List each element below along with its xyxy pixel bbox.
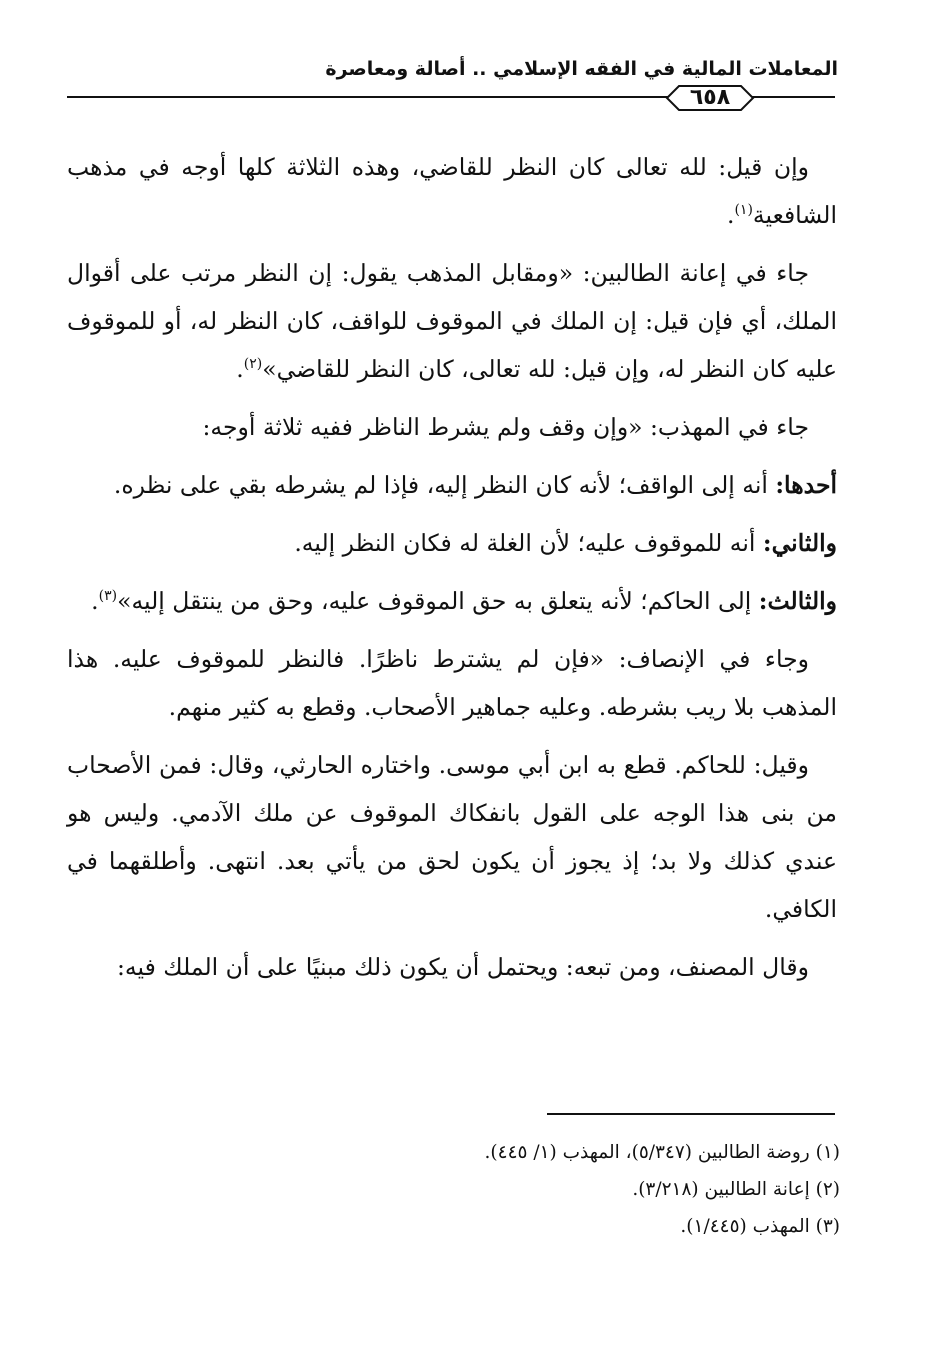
- page-number: [664, 83, 756, 113]
- paragraph-lead: والثاني:: [762, 529, 837, 557]
- paragraph-lead: والثالث:: [758, 587, 837, 615]
- footnote: (١) روضة الطالبين (٥/٣٤٧)، المهذب (١/ ٤٤٥).: [484, 1142, 840, 1163]
- main-text: [67, 143, 837, 1001]
- footnote-separator: [547, 1113, 835, 1115]
- paragraph: وقال المصنف، ومن تبعه: ويحتمل أن يكون ذلك مبنيًا على أن الملك فيه:: [117, 953, 809, 981]
- paragraph: والثاني: أنه للموقوف عليه؛ لأن الغلة له فكان النظر إليه.: [294, 529, 837, 557]
- paragraph: وجاء في الإنصاف: «فإن لم يشترط ناظرًا. فالنظر للموقوف عليه. هذا المذهب بلا ريب بشرطه. وعليه جماهير الأصحاب. وقطع به كثير منهم.: [67, 645, 837, 721]
- footnote: (٣) المهذب (١/٤٤٥).: [680, 1216, 840, 1237]
- page-number-value: ٦٥٨: [689, 85, 731, 110]
- running-header: المعاملات المالية في الفقه الإسلامي .. أصالة ومعاصرة: [325, 58, 838, 80]
- footnote-ref: (٢): [243, 356, 263, 373]
- footnote-ref: (١): [734, 202, 753, 219]
- footnotes: [80, 1134, 840, 1245]
- header-rule: [749, 96, 835, 98]
- paragraph: وقيل: للحاكم. قطع به ابن أبي موسى. واختاره الحارثي، وقال: فمن الأصحاب من بنى هذا الوجه على القول بانفكاك الموقوف عن ملك الآدمي. وليس هو عندي كذلك ولا بد؛ إذ يجوز أن يكون لحق من يأتي بعد. انتهى. وأطلقهما في الكافي.: [67, 751, 837, 923]
- paragraph: جاء في المهذب: «وإن وقف ولم يشرط الناظر ففيه ثلاثة أوجه:: [202, 413, 809, 441]
- footnote-ref: (٣): [98, 588, 118, 605]
- paragraph-lead: أحدها:: [775, 471, 837, 499]
- footnote: (٢) إعانة الطالبين (٣/٢١٨).: [632, 1179, 840, 1200]
- paragraph: جاء في إعانة الطالبين: «ومقابل المذهب يقول: إن النظر مرتب على أقوال الملك، أي فإن قيل: إن الملك في الموقوف للواقف، كان النظر له، أو للموقوف عليه كان النظر له، وإن قيل: لله تعالى، كان النظر للقاضي»$^{(٢)}$.: [67, 259, 837, 383]
- paragraph: أحدها: أنه إلى الواقف؛ لأنه كان النظر إليه، فإذا لم يشرطه بقي على نظره.: [113, 471, 837, 499]
- header-rule: [67, 96, 679, 98]
- paragraph: وإن قيل: لله تعالى كان النظر للقاضي، وهذه الثلاثة كلها أوجه في مذهب الشافعية$^{(١)}$.: [67, 153, 837, 229]
- paragraph: والثالث: إلى الحاكم؛ لأنه يتعلق به حق الموقوف عليه، وحق من ينتقل إليه»$^{(٣)}$.: [91, 587, 837, 615]
